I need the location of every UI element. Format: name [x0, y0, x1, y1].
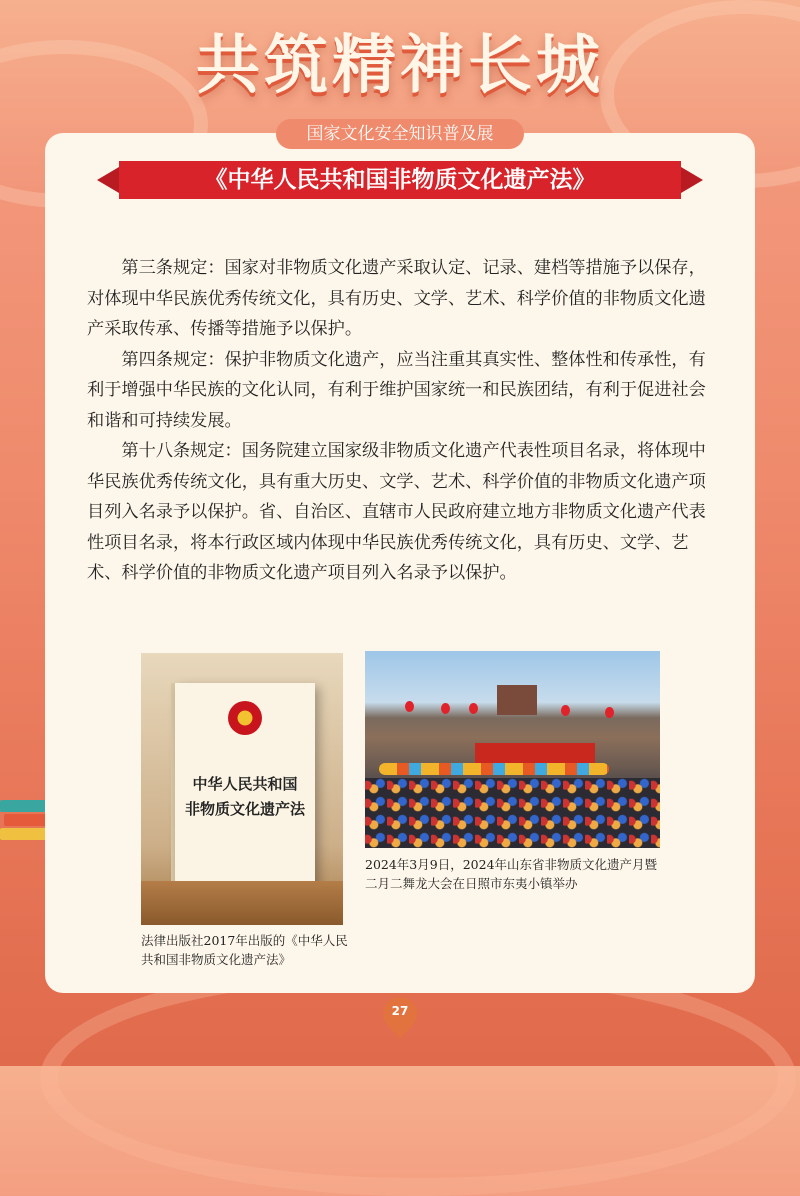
law-title-banner: 《中华人民共和国非物质文化遗产法》 — [119, 161, 681, 199]
book-cover — [175, 683, 315, 889]
wooden-table — [141, 881, 343, 925]
article-paragraph: 第十八条规定：国务院建立国家级非物质文化遗产代表性项目名录，将体现中华民族优秀传统文化，具有重大历史、文学、艺术、科学价值的非物质文化遗产项目列入名录予以保护。省、自治区、直辖市人民政府建立地方非物质文化遗产代表性项目名录，将本行政区域内体现中华民族优秀传统文化，具有历史、文学、艺术、科学价值的非物质文化遗产项目列入名录予以保护。 — [87, 441, 706, 583]
book-cover-title-line2: 非物质文化遗产法 — [184, 800, 305, 818]
lantern-icon — [441, 703, 450, 714]
banner-underline-left — [139, 175, 179, 178]
national-emblem-icon — [228, 701, 262, 735]
dragon-dance-festival-photo — [365, 651, 660, 848]
lantern-icon — [405, 701, 414, 712]
decorative-book-stack — [0, 828, 50, 840]
crowd — [365, 778, 660, 848]
article-paragraph: 第三条规定：国家对非物质文化遗产采取认定、记录、建档等措施予以保存，对体现中华民族优秀传统文化，具有历史、文学、艺术、科学价值的非物质文化遗产采取传承、传播等措施予以保护。 — [87, 258, 706, 339]
lantern-icon — [561, 705, 570, 716]
page-title: 共筑精神长城 — [196, 29, 604, 103]
lantern-icon — [469, 703, 478, 714]
article-paragraph: 第四条规定：保护非物质文化遗产，应当注重其真实性、整体性和传承性，有利于增强中华民族的文化认同，有利于维护国家统一和民族团结，有利于促进社会和谐和可持续发展。 — [87, 349, 706, 431]
page-subtitle: 国家文化安全知识普及展 — [276, 119, 524, 149]
book-photo-caption: 法律出版社2017年出版的《中华人民共和国非物质文化遗产法》 — [141, 933, 348, 967]
lantern-icon — [605, 707, 614, 718]
content-card — [45, 133, 755, 993]
article-body — [87, 253, 715, 589]
book-cover-title-line1: 中华人民共和国 — [192, 775, 298, 793]
background-swirl-bottom — [40, 960, 796, 1196]
page-number: 27 — [391, 1004, 409, 1018]
festival-photo-caption: 2024年3月9日，2024年山东省非物质文化遗产月暨二月二舞龙大会在日照市东夷小镇举办 — [365, 857, 658, 891]
decorative-book-stack — [0, 800, 50, 812]
banner-underline-right — [621, 175, 661, 178]
dragon-dance-figure — [379, 763, 609, 775]
law-book-photo — [141, 653, 343, 925]
pavilion-gate — [497, 685, 537, 715]
